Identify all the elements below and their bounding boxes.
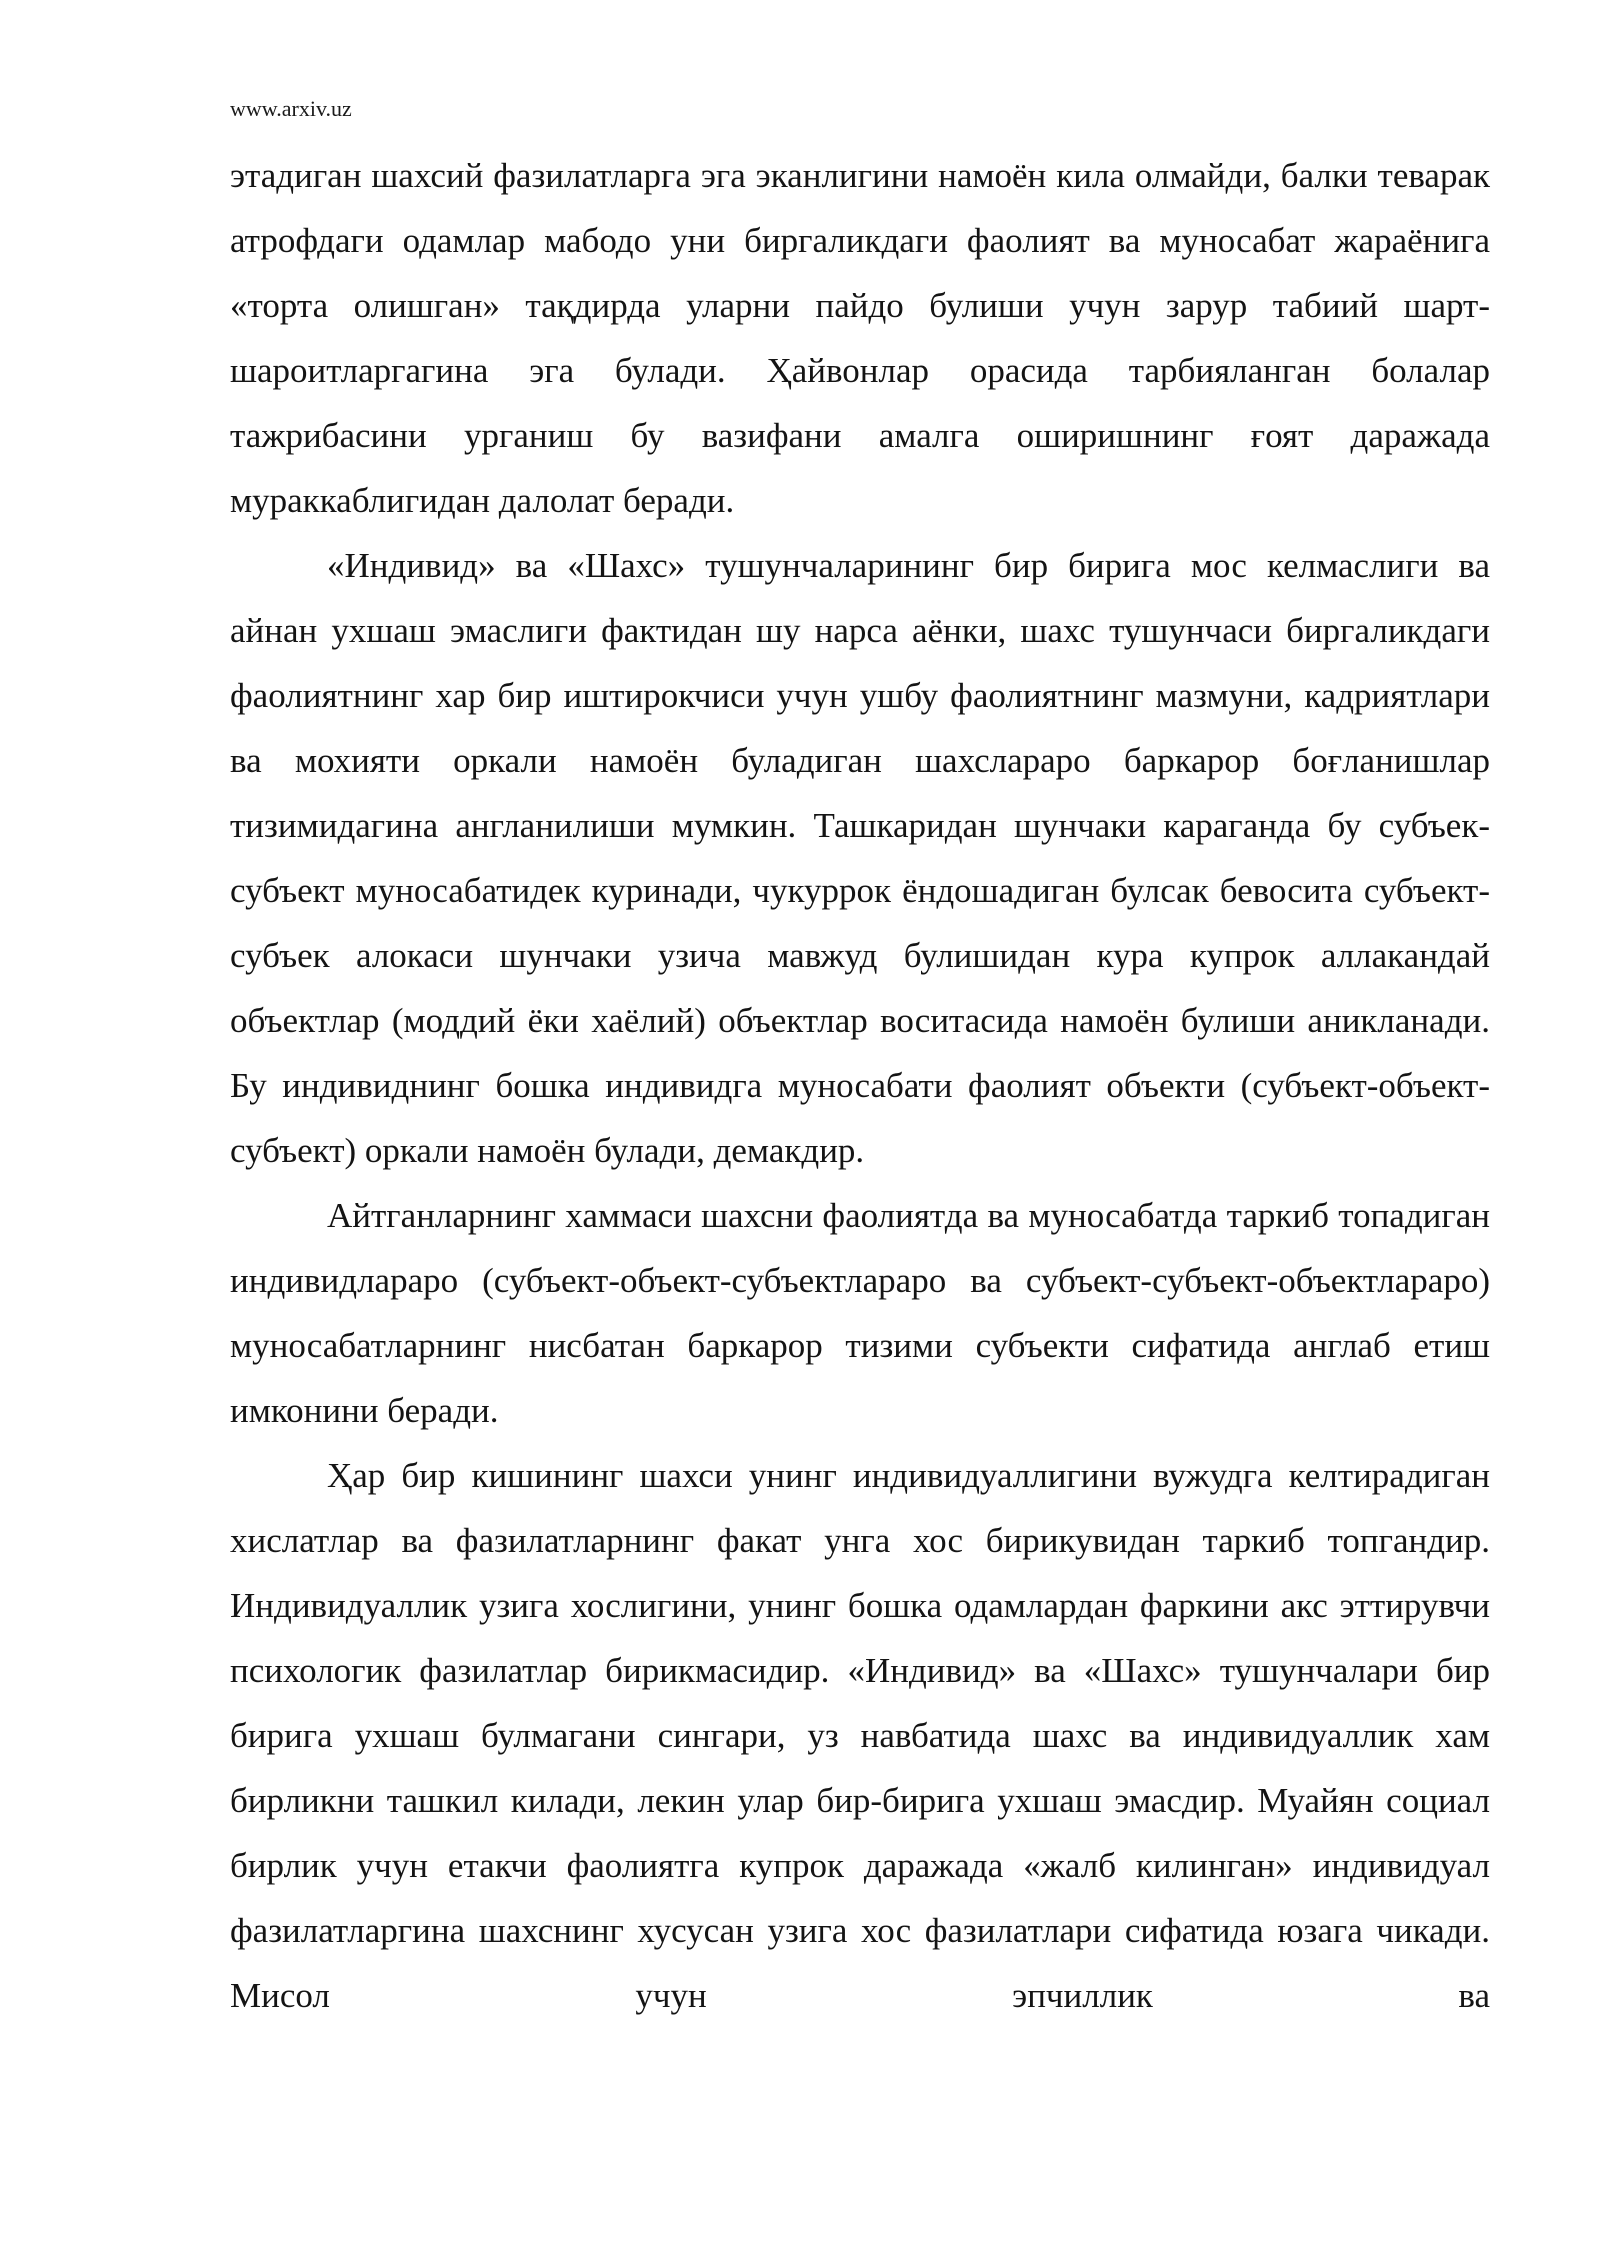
paragraph-2: «Индивид» ва «Шахс» тушунчаларининг бир бирига мос келмаслиги ва айнан ухшаш эмаслиги фактидан шу нарса аёнки, шахс тушунчаси биргаликдаги фаолиятнинг хар бир иштирокчиси учун ушбу фаолиятнинг мазмуни, кадриятлари ва мохияти оркали намоён буладиган шахслараро баркарор боғланишлар тизимидагина англанилиши мумкин. Ташкаридан шунчаки караганда бу субъек-субъект муносабатидек куринади, чукуррок ёндошадиган булсак бевосита субъект-субъек алокаси шунчаки узича мавжуд булишидан кура купрок аллакандай объектлар (моддий ёки хаёлий) объектлар воситасида намоён булиши аникланади. Бу индивиднинг бошка индивидга муносабати фаолият объекти (субъект-объект-субъект) оркали намоён булади, демакдир. [230,546,1490,1170]
paragraph-1: этадиган шахсий фазилатларга эга эканлигини намоён кила олмайди, балки теварак атрофдаги одамлар мабодо уни биргаликдаги фаолият ва муносабат жараёнига «торта олишган» тақдирда уларни пайдо булиши учун зарур табиий шарт-шароитларгагина эга булади. Ҳайвонлар орасида тарбияланган болалар тажрибасини урганиш бу вазифани амалга оширишнинг ғоят даражада мураккаблигидан далолат беради. [230,156,1490,520]
document-body [230,143,1490,2028]
site-header[interactable]: www.arxiv.uz [230,96,352,121]
paragraph-3: Айтганларнинг хаммаси шахсни фаолиятда ва муносабатда таркиб топадиган индивидлараро (субъект-объект-субъектлараро ва субъект-субъект-объектлараро) муносабатларнинг нисбатан баркарор тизими субъекти сифатида англаб етиш имконини беради. [230,1196,1490,1430]
paragraph-4: Ҳар бир кишининг шахси унинг индивидуаллигини вужудга келтирадиган хислатлар ва фазилатларнинг факат унга хос бирикувидан таркиб топгандир. Индивидуаллик узига хослигини, унинг бошка одамлардан фаркини акс эттирувчи психологик фазилатлар бирикмасидир. «Индивид» ва «Шахс» тушунчалари бир бирига ухшаш булмагани сингари, уз навбатида шахс ва индивидуаллик хам бирликни ташкил килади, лекин улар бир-бирига ухшаш эмасдир. Муайян социал бирлик учун етакчи фаолиятга купрок даражада «жалб килинган» индивидуал фазилатларгина шахснинг хусусан узига хос фазилатлари сифатида юзага чикади. Мисол учун эпчиллик ва [230,1456,1490,2015]
